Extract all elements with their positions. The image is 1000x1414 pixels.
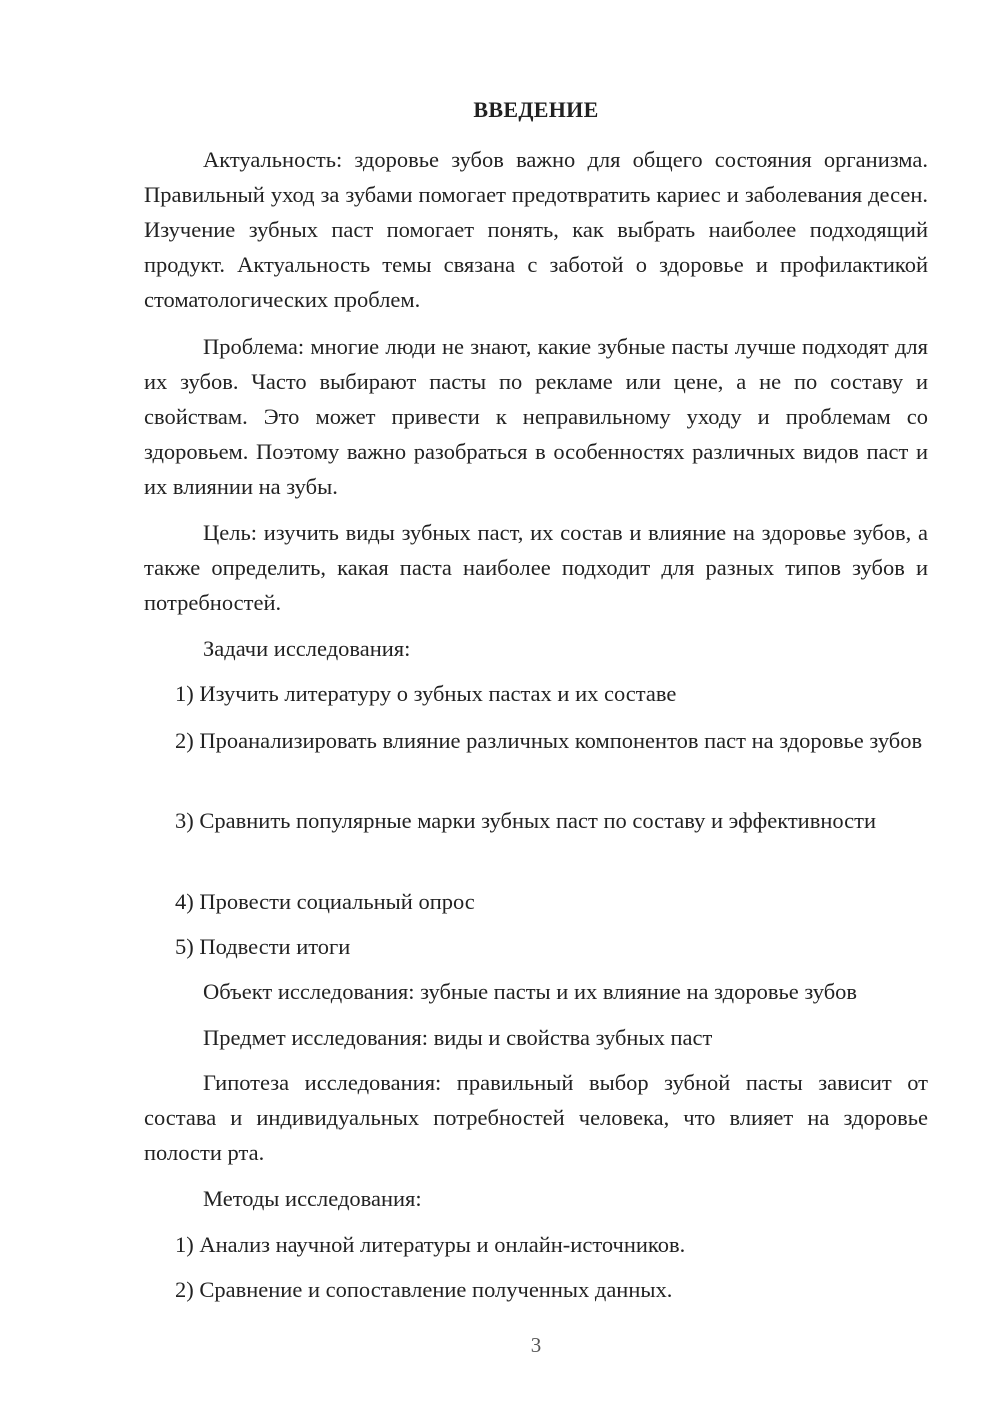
research-subject: Предмет исследования: виды и свойства зубных паст bbox=[203, 1025, 713, 1050]
task-item: 2) Проанализировать влияние различных компонентов паст на здоровье зубов bbox=[175, 728, 923, 753]
method-item: 2) Сравнение и сопоставление полученных данных. bbox=[175, 1277, 673, 1302]
tasks-heading: Задачи исследования: bbox=[203, 636, 411, 661]
method-item: 1) Анализ научной литературы и онлайн-источников. bbox=[175, 1232, 686, 1257]
hypothesis-paragraph: Гипотеза исследования: правильный выбор зубной пасты зависит от состава и индивидуальных потребностей человека, что влияет на здоровье полости рта. bbox=[144, 1070, 928, 1165]
task-item: 3) Сравнить популярные марки зубных паст по составу и эффективности bbox=[175, 808, 877, 833]
task-item: 5) Подвести итоги bbox=[175, 934, 351, 959]
goal-paragraph: Цель: изучить виды зубных паст, их состав и влияние на здоровье зубов, а также определить, какая паста наиболее подходит для разных типов зубов и потребностей. bbox=[144, 520, 928, 615]
task-item: 4) Провести социальный опрос bbox=[175, 889, 475, 914]
page-number: 3 bbox=[530, 1333, 542, 1357]
research-object: Объект исследования: зубные пасты и их влияние на здоровье зубов bbox=[203, 979, 858, 1004]
relevance-paragraph: Актуальность: здоровье зубов важно для общего состояния организма. Правильный уход за зубами помогает предотвратить кариес и заболевания десен. Изучение зубных паст помогает понять, как выбрать наиболее подходящий продукт. Актуальность темы связана с заботой о здоровье и профилактикой стоматологических проблем. bbox=[144, 147, 928, 312]
task-item: 1) Изучить литературу о зубных пастах и их составе bbox=[175, 681, 677, 706]
methods-heading: Методы исследования: bbox=[203, 1186, 422, 1211]
problem-paragraph: Проблема: многие люди не знают, какие зубные пасты лучше подходят для их зубов. Часто выбирают пасты по рекламе или цене, а не по составу и свойствам. Это может привести к неправильному уходу и проблемам со здоровьем. Поэтому важно разобраться в особенностях различных видов паст и их влиянии на зубы. bbox=[144, 334, 928, 499]
page-title: ВВЕДЕНИЕ bbox=[473, 97, 599, 122]
